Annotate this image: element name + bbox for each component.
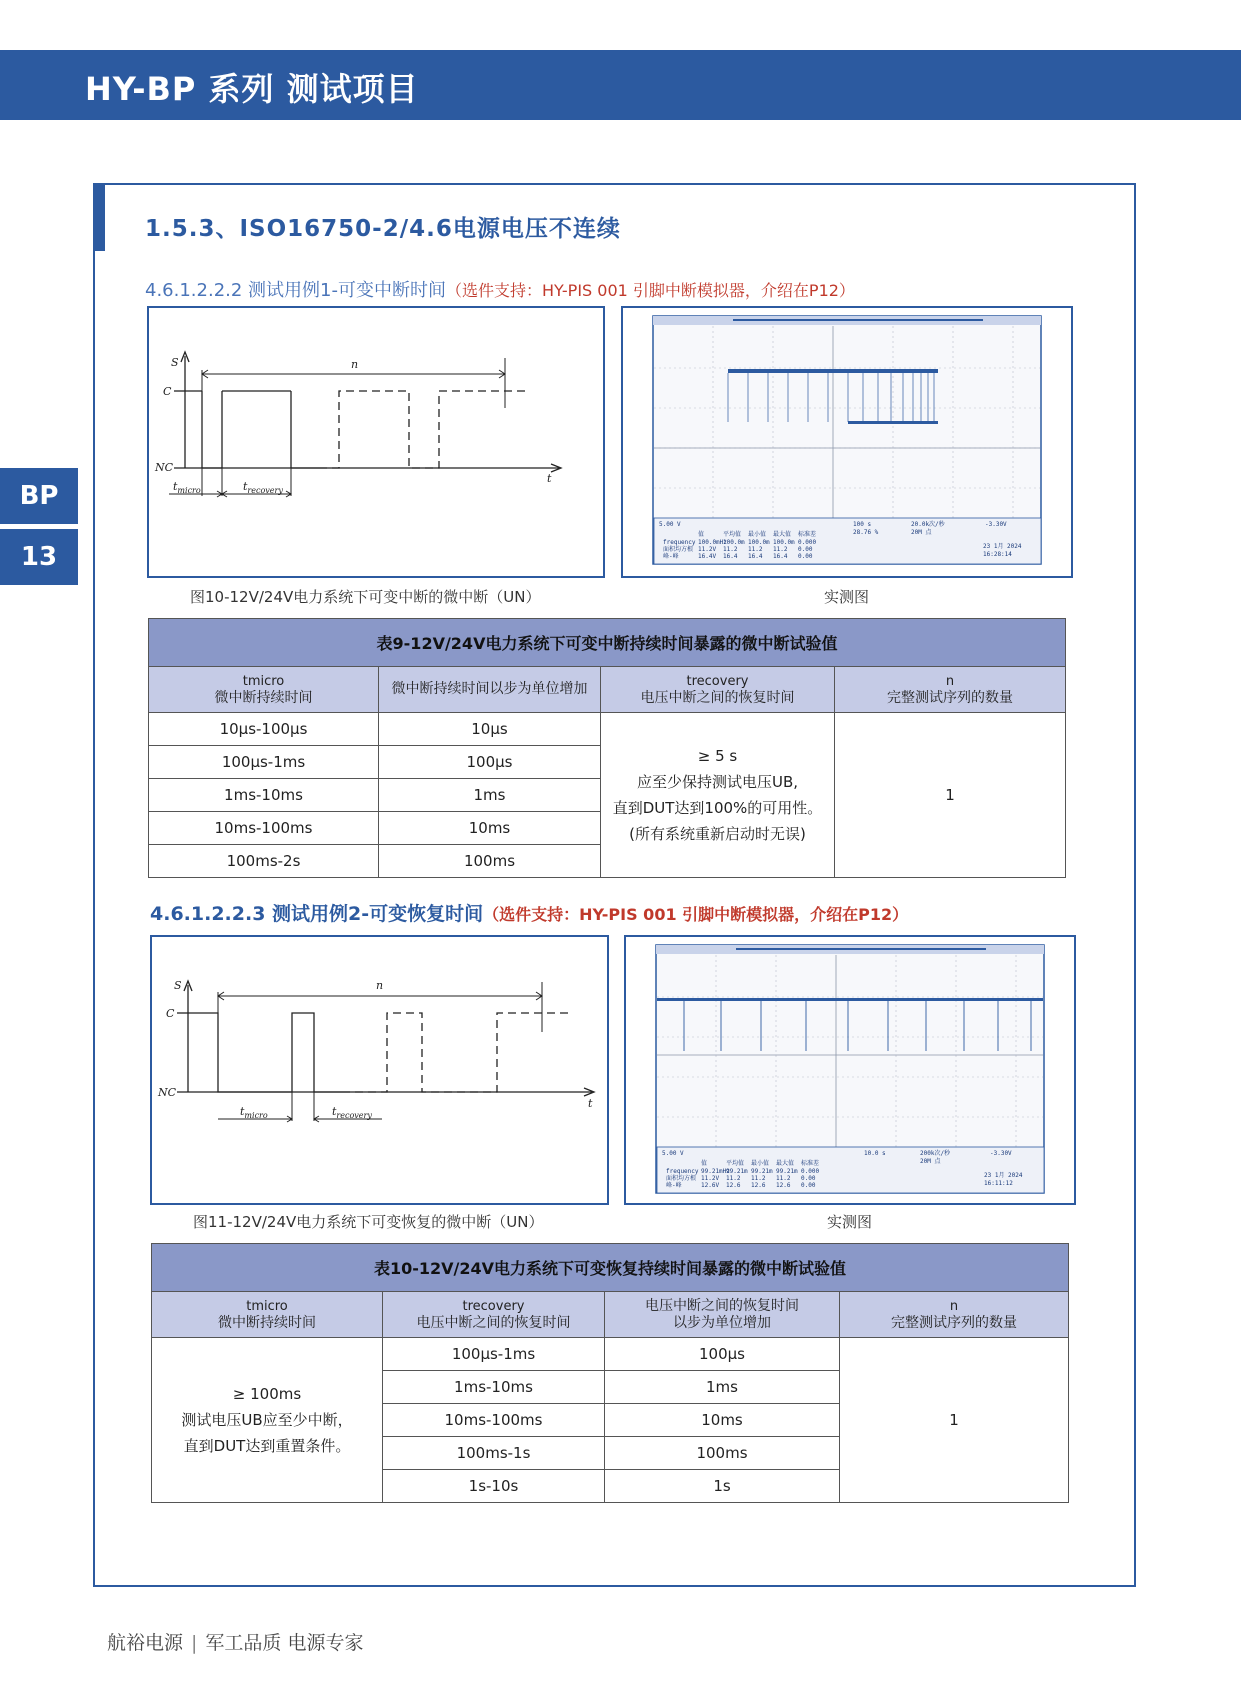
svg-text:23 1月 2024: 23 1月 2024 — [983, 543, 1022, 550]
svg-text:5.00 V: 5.00 V — [659, 521, 681, 528]
svg-text:12.6V: 12.6V — [701, 1182, 720, 1189]
table9 — [148, 618, 1066, 878]
svg-text:峰-峰: 峰-峰 — [663, 553, 679, 560]
case1-diagram — [147, 306, 605, 578]
table-row: 10μs-100μs 10μs ≥ 5 s 应至少保持测试电压UB, 直到DUT达到100%的可用性。 (所有系统重新启动时无误) 1 — [149, 713, 1066, 746]
svg-text:-3.30V: -3.30V — [990, 1150, 1012, 1157]
svg-text:200k次/秒: 200k次/秒 — [920, 1150, 951, 1157]
case2-figure-caption: 图11-12V/24V电力系统下可变恢复的微中断（UN） — [193, 1213, 544, 1231]
page-footer — [107, 1628, 363, 1655]
svg-text:最大值: 最大值 — [776, 1160, 795, 1167]
svg-text:11.2: 11.2 — [748, 546, 763, 553]
table10-header-tmicro: tmicro 微中断持续时间 — [152, 1292, 383, 1338]
case1-title — [145, 276, 855, 302]
footer-slogan: 军工品质 电源专家 — [205, 1632, 364, 1654]
label-nc: NC — [155, 461, 174, 474]
svg-text:20M 点: 20M 点 — [920, 1158, 941, 1165]
table10-header-trecovery: trecovery 电压中断之间的恢复时间 — [383, 1292, 605, 1338]
case2-title — [150, 899, 908, 926]
svg-text:trecovery: $t_{recovery}$ — [332, 1105, 372, 1120]
svg-text:20M 点: 20M 点 — [911, 529, 932, 536]
svg-text:16.4: 16.4 — [773, 553, 788, 560]
svg-text:值: 值 — [698, 531, 705, 538]
table10-micro-cell: ≥ 100ms 测试电压UB应至少中断， 直到DUT达到重置条件。 — [152, 1338, 383, 1503]
svg-text:11.2: 11.2 — [773, 546, 788, 553]
table-row: 1s-10s 1s — [152, 1470, 1069, 1503]
svg-text:0.00: 0.00 — [798, 546, 813, 553]
svg-text:最小值: 最小值 — [751, 1160, 770, 1167]
svg-text:11.2: 11.2 — [776, 1175, 791, 1182]
table-row: 1ms-10ms 1ms — [152, 1371, 1069, 1404]
table-row: ≥ 100ms 测试电压UB应至少中断， 直到DUT达到重置条件。 100μs-1ms 100μs 1 — [152, 1338, 1069, 1371]
svg-text:frequency: frequency — [666, 1168, 699, 1175]
svg-text:16.4: 16.4 — [748, 553, 763, 560]
case2-scope-svg — [626, 937, 1074, 1203]
table9-header-step: 微中断持续时间以步为单位增加 — [379, 667, 601, 713]
table-row: 1ms-10ms 1ms — [149, 779, 1066, 812]
svg-text:-3.30V: -3.30V — [985, 521, 1007, 528]
svg-text:100.0m: 100.0m — [773, 539, 795, 546]
svg-text:12.6: 12.6 — [751, 1182, 766, 1189]
svg-text:面积均方根: 面积均方根 — [666, 1175, 697, 1182]
svg-text:平均值: 平均值 — [723, 531, 742, 538]
table-row: 100ms-1s 100ms — [152, 1437, 1069, 1470]
svg-text:16:28:14: 16:28:14 — [983, 551, 1012, 558]
case1-scope-caption: 实测图 — [824, 588, 870, 606]
label-s: S — [171, 356, 179, 369]
svg-text:100 s: 100 s — [853, 521, 872, 528]
svg-text:12.6: 12.6 — [776, 1182, 791, 1189]
svg-text:11.2V: 11.2V — [698, 546, 717, 553]
label-trecovery: $t_{recovery}$ — [243, 480, 283, 495]
svg-text:16.4V: 16.4V — [698, 553, 717, 560]
svg-text:23 1月 2024: 23 1月 2024 — [984, 1172, 1023, 1179]
frame-accent-bar — [93, 183, 105, 251]
table10-header-n: n 完整测试序列的数量 — [840, 1292, 1069, 1338]
svg-text:C: C — [166, 1007, 175, 1020]
series-tab: BP — [0, 468, 78, 524]
table10-caption: 表10-12V/24V电力系统下可变恢复持续时间暴露的微中断试验值 — [152, 1244, 1069, 1292]
svg-text:11.2: 11.2 — [723, 546, 738, 553]
svg-text:11.2V: 11.2V — [701, 1175, 720, 1182]
svg-text:0.000: 0.000 — [801, 1168, 820, 1175]
label-c: C — [163, 385, 172, 398]
svg-text:S: S — [174, 979, 182, 992]
svg-text:16:11:12: 16:11:12 — [984, 1180, 1013, 1187]
table9-count-cell: 1 — [835, 713, 1066, 878]
table-row: 10ms-100ms 10ms — [152, 1404, 1069, 1437]
case2-waveform-svg — [152, 937, 607, 1203]
table9-header-tmicro: tmicro 微中断持续时间 — [149, 667, 379, 713]
case2-scope-panel — [624, 935, 1076, 1205]
table-row: 10ms-100ms 10ms — [149, 812, 1066, 845]
page-title: HY-BP 系列 测试项目 — [85, 70, 419, 108]
page-header — [0, 50, 1241, 120]
svg-text:0.00: 0.00 — [801, 1182, 816, 1189]
table10-header-step: 电压中断之间的恢复时间 以步为单位增加 — [605, 1292, 840, 1338]
svg-text:NC: NC — [158, 1086, 177, 1099]
svg-text:标准差: 标准差 — [801, 1160, 820, 1167]
table10-count-cell: 1 — [840, 1338, 1069, 1503]
svg-text:99.21m: 99.21m — [776, 1168, 798, 1175]
case2-scope-caption: 实测图 — [827, 1213, 873, 1231]
case2-note: （选件支持：HY-PIS 001 引脚中断模拟器，介绍在P12） — [483, 905, 909, 924]
svg-text:峰-峰: 峰-峰 — [666, 1182, 682, 1189]
svg-text:12.6: 12.6 — [726, 1182, 741, 1189]
svg-text:100.0m: 100.0m — [723, 539, 745, 546]
svg-text:标准差: 标准差 — [798, 531, 817, 538]
table10 — [151, 1243, 1069, 1503]
svg-text:11.2: 11.2 — [751, 1175, 766, 1182]
label-tmicro: $t_{micro}$ — [173, 480, 201, 495]
svg-text:99.21m: 99.21m — [751, 1168, 773, 1175]
svg-text:28.76 %: 28.76 % — [853, 529, 879, 536]
svg-text:frequency: frequency — [663, 539, 696, 546]
svg-text:11.2: 11.2 — [726, 1175, 741, 1182]
label-t: t — [547, 472, 552, 485]
svg-text:t: t — [588, 1097, 593, 1110]
case1-waveform-svg — [149, 308, 603, 576]
case1-scope-svg — [623, 308, 1071, 576]
label-n: n — [351, 358, 359, 371]
case1-title-text: 4.6.1.2.2.2 测试用例1-可变中断时间 — [145, 280, 446, 301]
svg-text:16.4: 16.4 — [723, 553, 738, 560]
svg-text:n: n — [376, 979, 384, 992]
svg-text:最大值: 最大值 — [773, 531, 792, 538]
svg-text:10.0 s: 10.0 s — [864, 1150, 886, 1157]
table-row: 100ms-2s 100ms — [149, 845, 1066, 878]
svg-text:平均值: 平均值 — [726, 1160, 745, 1167]
table9-caption: 表9-12V/24V电力系统下可变中断持续时间暴露的微中断试验值 — [149, 619, 1066, 667]
page-number-tab: 13 — [0, 529, 78, 585]
case2-diagram — [150, 935, 609, 1205]
section-title: 1.5.3、ISO16750-2/4.6电源电压不连续 — [145, 216, 621, 242]
svg-text:99.21m: 99.21m — [726, 1168, 748, 1175]
svg-text:100.0m: 100.0m — [748, 539, 770, 546]
svg-text:0.00: 0.00 — [801, 1175, 816, 1182]
svg-text:值: 值 — [701, 1160, 708, 1167]
svg-text:5.00 V: 5.00 V — [662, 1150, 684, 1157]
svg-text:100.0mHz: 100.0mHz — [698, 539, 727, 546]
case1-figure-caption: 图10-12V/24V电力系统下可变中断的微中断（UN） — [190, 588, 541, 606]
table9-header-n: n 完整测试序列的数量 — [835, 667, 1066, 713]
svg-text:99.21mHz: 99.21mHz — [701, 1168, 730, 1175]
table9-header-trecovery: trecovery 电压中断之间的恢复时间 — [601, 667, 835, 713]
svg-text:0.000: 0.000 — [798, 539, 817, 546]
svg-text:20.0k次/秒: 20.0k次/秒 — [911, 521, 945, 528]
case1-scope-panel — [621, 306, 1073, 578]
case1-note: （选件支持：HY-PIS 001 引脚中断模拟器，介绍在P12） — [446, 281, 855, 300]
svg-text:tmicro: $t_{micro}$ — [240, 1105, 268, 1120]
svg-text:0.00: 0.00 — [798, 553, 813, 560]
footer-brand: 航裕电源 — [107, 1632, 184, 1654]
table-row: 100μs-1ms 100μs — [149, 746, 1066, 779]
svg-text:最小值: 最小值 — [748, 531, 767, 538]
case2-title-text: 4.6.1.2.2.3 测试用例2-可变恢复时间 — [150, 903, 484, 925]
footer-separator: | — [191, 1632, 198, 1654]
table9-recovery-cell: ≥ 5 s 应至少保持测试电压UB, 直到DUT达到100%的可用性。 (所有系统重新启动时无误) — [601, 713, 835, 878]
svg-text:面积均方根: 面积均方根 — [663, 546, 694, 553]
